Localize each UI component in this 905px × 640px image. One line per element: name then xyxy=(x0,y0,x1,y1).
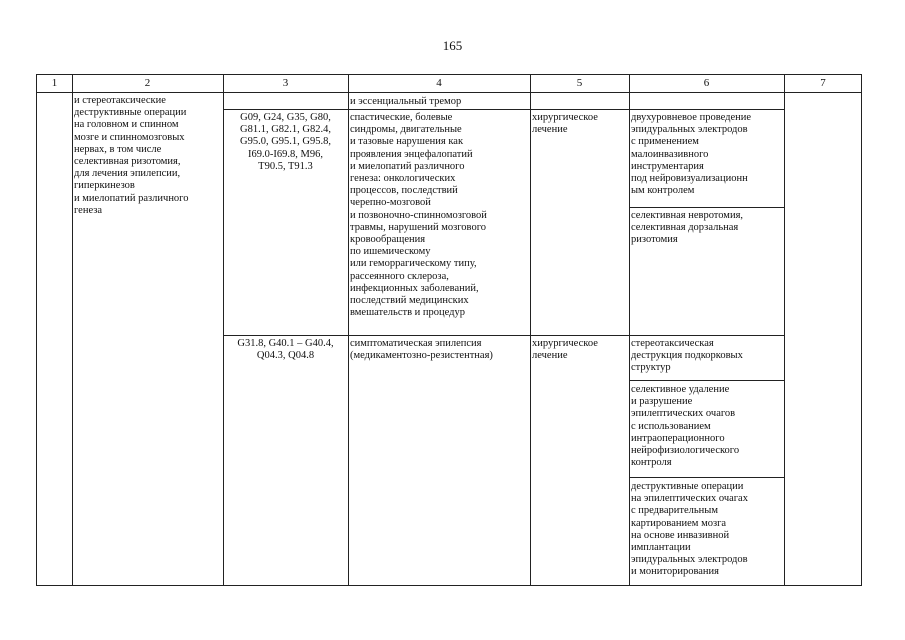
treatment-group-2: хирургическое лечение xyxy=(532,338,598,362)
col-divider xyxy=(784,75,785,585)
method-divider xyxy=(629,207,784,208)
method-group-1-b: селективная невротомия, селективная дорзальная ризотомия xyxy=(631,210,744,246)
row-divider xyxy=(223,335,784,336)
header-col-6: 6 xyxy=(703,77,710,89)
col-divider xyxy=(629,75,630,585)
col-divider xyxy=(530,75,531,585)
header-col-4: 4 xyxy=(436,77,442,89)
diagnosis-continuation: и эссенциальный тремор xyxy=(350,96,462,107)
medical-procedures-table xyxy=(36,74,862,586)
method-group-2-b: селективное удаление и разрушение эпилептических очагов с использованием интраоперационного нейрофизиологического контроля xyxy=(631,384,740,469)
icd-codes-group-1: G09, G24, G35, G80, G81.1, G82.1, G82.4, G95.0, G95.1, G95.8, I69.0-I69.8, M96, T90.5, T91.3 xyxy=(240,112,331,172)
method-group-2-c: деструктивные операции на эпилептических очагах с предварительным картированием мозга на основе инвазивной имплантации эпидуральных электродов и мониторирования xyxy=(631,481,748,578)
diagnosis-group-2: симптоматическая эпилепсия (медикаментозно-резистентная) xyxy=(350,338,493,362)
row-divider xyxy=(223,109,784,110)
method-divider xyxy=(629,380,784,381)
treatment-group-1: хирургическое лечение xyxy=(532,112,598,136)
page-number: 165 xyxy=(442,38,463,53)
header-col-3: 3 xyxy=(282,77,289,89)
header-divider xyxy=(37,92,861,93)
header-col-1: 1 xyxy=(51,77,58,89)
method-group-2-a: стереотаксическая деструкция подкорковых структур xyxy=(631,338,743,374)
procedure-name: и стереотаксические деструктивные операции на головном и спинном мозге и спинномозговых нервах, в том числе селективная ризотомия, для лечения эпилепсии, гиперкинезов и миелопатий различного генеза xyxy=(74,95,189,216)
header-col-2: 2 xyxy=(144,77,151,89)
method-group-1-a: двухуровневое проведение эпидуральных электродов с применением малоинвазивного инструментария под нейровизуализационн ым контролем xyxy=(631,112,752,197)
icd-codes-group-2: G31.8, G40.1 – G40.4, Q04.3, Q04.8 xyxy=(237,338,334,362)
method-divider xyxy=(629,477,784,478)
diagnosis-group-1: спастические, болевые синдромы, двигательные и тазовые нарушения как проявления энцефалопатий и миелопатий различного генеза: онкологических процессов, последствий черепно-мозговой и позвоночно-спинномозговой травмы, нарушений мозгового кровообращения по ишемическому или геморрагическому типу, рассеянного склероза, инфекционных заболеваний, последствий медицинских вмешательств и процедур xyxy=(350,112,487,319)
header-col-5: 5 xyxy=(576,77,583,89)
col-divider xyxy=(348,75,349,585)
header-col-7: 7 xyxy=(820,77,826,89)
col-divider xyxy=(72,75,73,585)
